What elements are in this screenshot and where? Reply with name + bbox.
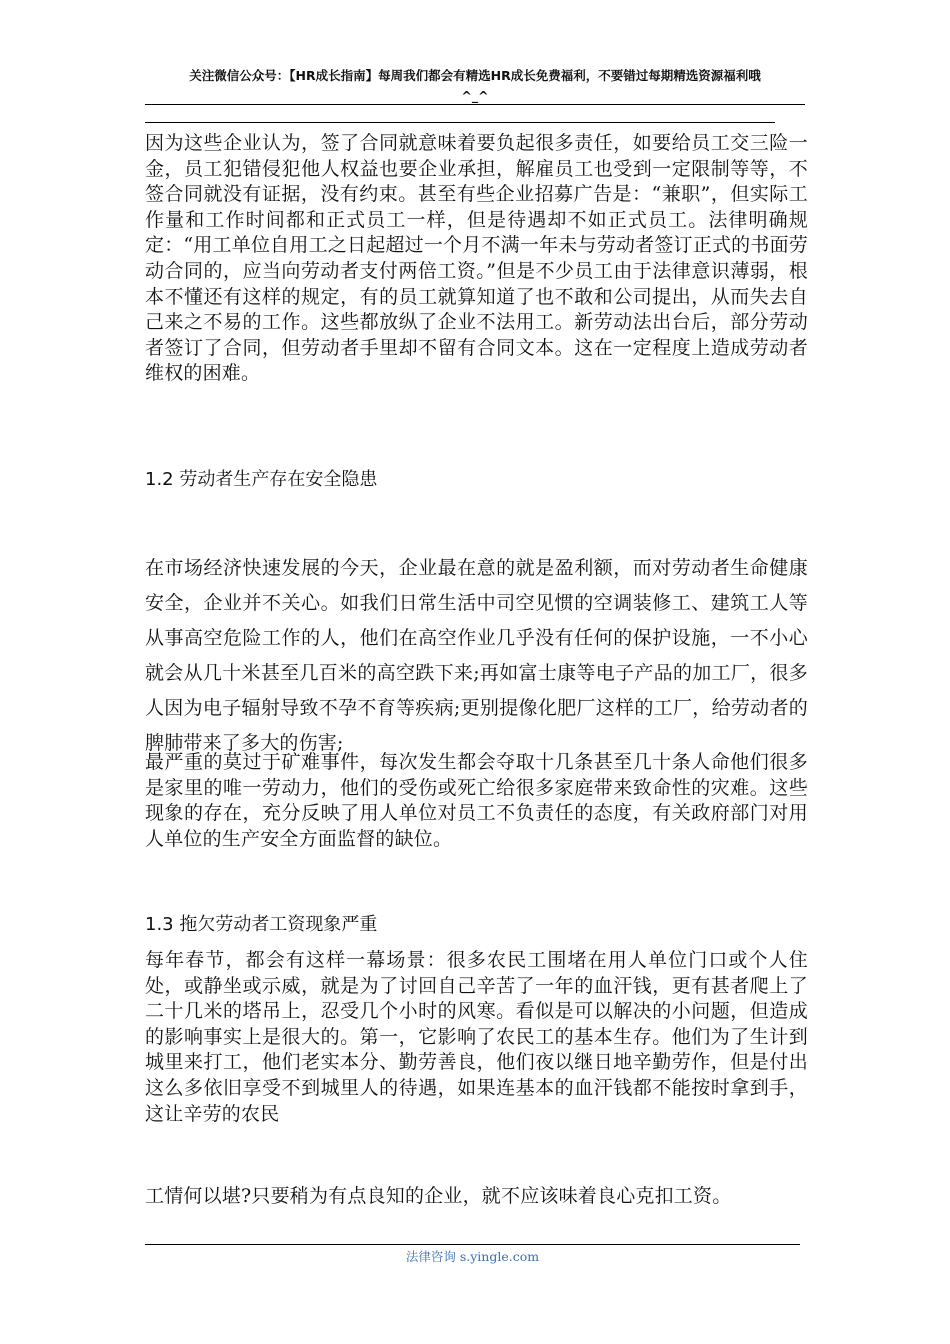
- header-divider-top: [145, 104, 805, 105]
- footer-link[interactable]: 法律咨询 s.yingle.com: [405, 1249, 540, 1264]
- header-notice: 关注微信公众号：【HR成长指南】每周我们都会有精选HR成长免费福利，不要错过每期精选资源福利哦: [189, 68, 761, 83]
- paragraph-intro: 因为这些企业认为，签了合同就意味着要负起很多责任，如要给员工交三险一金，员工犯错侵犯他人权益也要企业承担，解雇员工也受到一定限制等等，不签合同就没有证据，没有约束。甚至有些企业招募广告是：“兼职”，但实际工作量和工作时间都和正式员工一样，但是待遇却不如正式员工。法律明确规定：“用工单位自用工之日起超过一个月不满一年未与劳动者签订正式的书面劳动合同的，应当向劳动者支付两倍工资。”但是不少员工由于法律意识薄弱，根本不懂还有这样的规定，有的员工就算知道了也不敢和公司提出，从而失去自己来之不易的工作。这些都放纵了企业不法用工。新劳动法出台后，部分劳动者签订了合同，但劳动者手里却不留有合同文本。这在一定程度上造成劳动者维权的困难。: [145, 132, 808, 385]
- header-divider-bottom: [145, 122, 775, 123]
- header-emoticon: ^_^: [461, 88, 489, 103]
- paragraph-safety-part-2: 最严重的莫过于矿难事件，每次发生都会夺取十几条甚至几十条人命他们很多是家里的唯一劳动力，他们的受伤或死亡给很多家庭带来致命性的灾难。这些现象的存在，充分反映了用人单位对员工不负责任的态度，有关政府部门对用人单位的生产安全方面监督的缺位。: [145, 751, 808, 850]
- paragraph-wages-part-2: 工情何以堪?只要稍为有点良知的企业，就不应该味着良心克扣工资。: [145, 1185, 732, 1207]
- page-header: [145, 66, 805, 106]
- paragraph-wages-part-1: 每年春节，都会有这样一幕场景：很多农民工围堵在用人单位门口或个人住处，或静坐或示威，就是为了讨回自己辛苦了一年的血汗钱，更有甚者爬上了二十几米的塔吊上，忍受几个小时的风寒。看似是可以解决的小问题，但造成的影响事实上是很大的。第一，它影响了农民工的基本生存。他们为了生计到城里来打工，他们老实本分、勤劳善良，他们夜以继日地辛勤劳作，但是付出这么多依旧享受不到城里人的待遇，如果连基本的血汗钱都不能按时拿到手，这让辛劳的农民: [145, 949, 808, 1125]
- paragraph-safety-part-1: 在市场经济快速发展的今天，企业最在意的就是盈利额，而对劳动者生命健康安全，企业并不关心。如我们日常生活中司空见惯的空调装修工、建筑工人等从事高空危险工作的人，他们在高空作业几乎没有任何的保护设施，一不小心就会从几十米甚至几百米的高空跌下来;再如富士康等电子产品的加工厂，很多人因为电子辐射导致不孕不育等疾病;更别提像化肥厂这样的工厂，给劳动者的脾肺带来了多大的伤害;: [145, 557, 808, 754]
- footer-divider: [145, 1244, 800, 1245]
- section-heading-1-2: 1.2 劳动者生产存在安全隐患: [145, 469, 378, 490]
- section-heading-1-3: 1.3 拖欠劳动者工资现象严重: [145, 914, 378, 935]
